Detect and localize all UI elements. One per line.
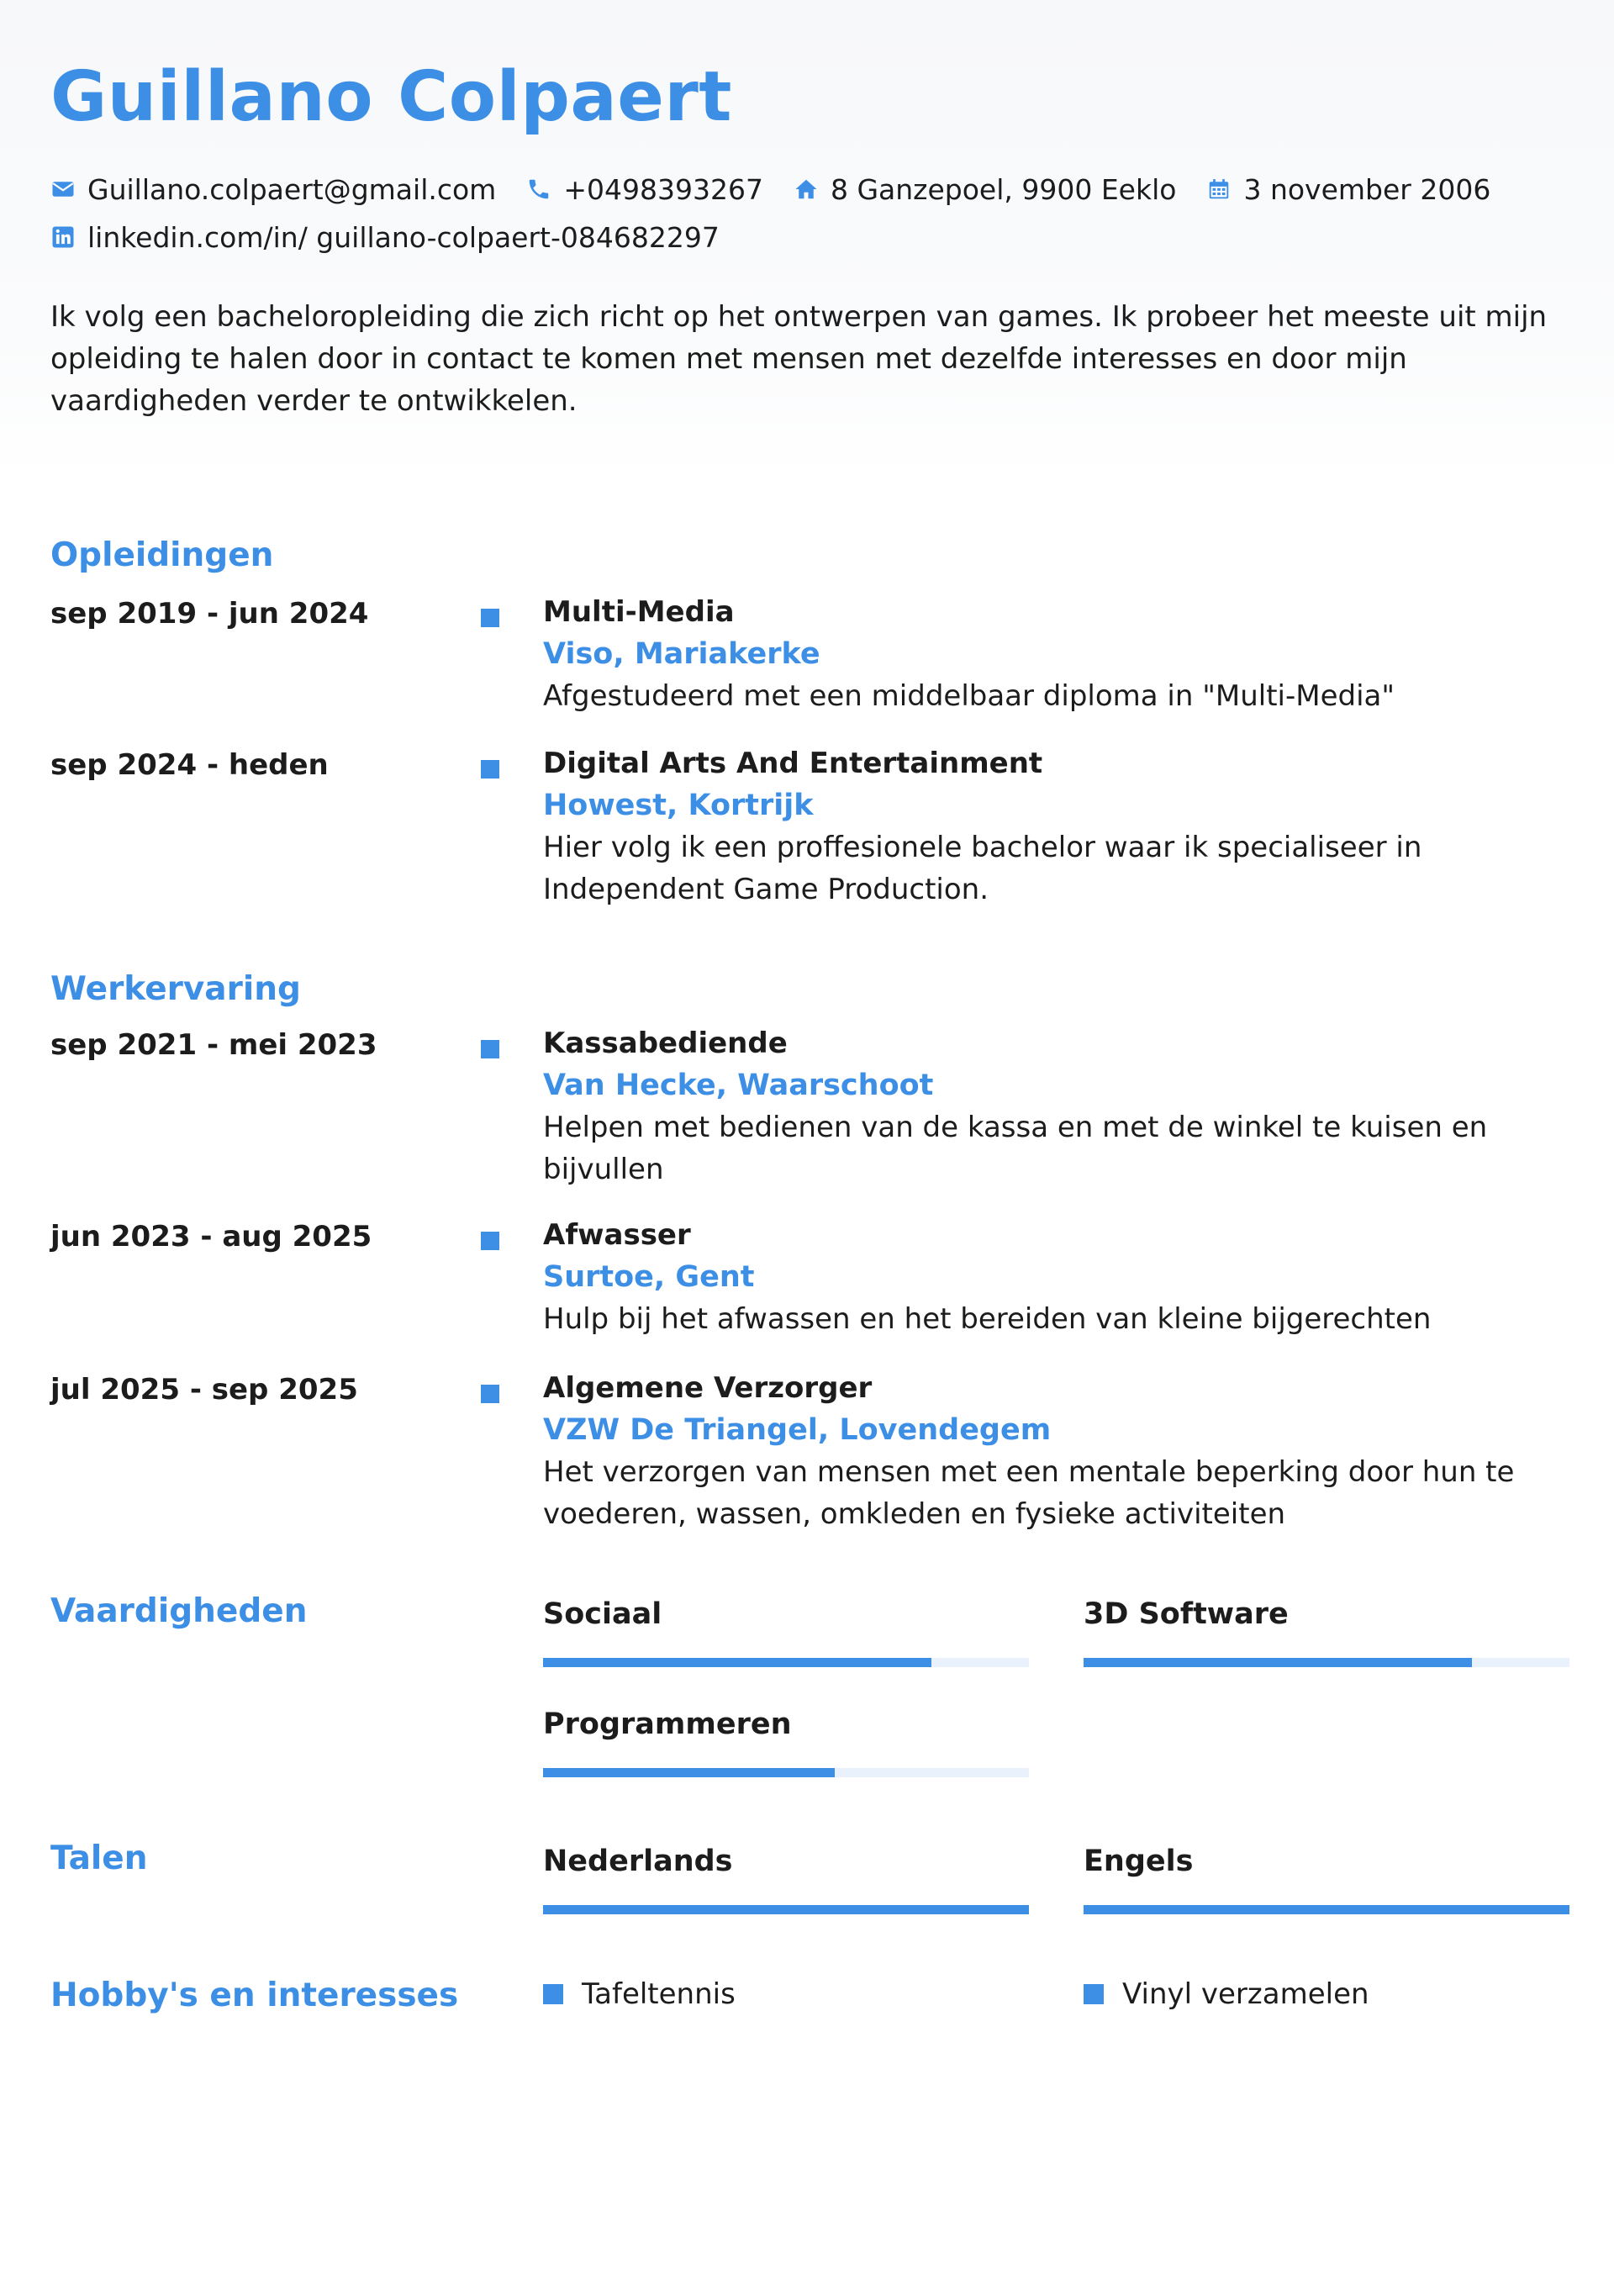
- section-title-hobbies: Hobby's en interesses: [50, 1977, 459, 2014]
- entry-body: [543, 597, 1577, 717]
- header: [0, 0, 1614, 479]
- skill-bar-track: [1084, 1658, 1569, 1667]
- bullet-marker: [481, 609, 499, 627]
- home-icon: [794, 177, 819, 202]
- entry-title: Kassabediende: [543, 1027, 788, 1060]
- skill-bar-track: [543, 1768, 1029, 1777]
- email-text: Guillano.colpaert@gmail.com: [87, 172, 497, 206]
- entry-desc: Het verzorgen van mensen met een mentale beperking door hun te voederen, wassen, omkleden en fysieke activiteiten: [543, 1455, 1515, 1531]
- skill-bar-fill: [543, 1658, 931, 1667]
- phone-icon: [526, 177, 551, 202]
- entry-body: [543, 1220, 1577, 1340]
- contact-birthdate: [1206, 173, 1490, 206]
- skill-label: 3D Software: [1084, 1597, 1289, 1631]
- skill-bar-fill: [543, 1768, 835, 1777]
- language-item: [543, 1841, 1029, 1882]
- contact-row: [50, 172, 1521, 206]
- entry-org: Van Hecke, Waarschoot: [543, 1069, 934, 1102]
- entry-title: Multi-Media: [543, 595, 735, 629]
- entry-org: VZW De Triangel, Lovendegem: [543, 1413, 1052, 1447]
- bullet-marker: [543, 1984, 563, 2004]
- language-label: Engels: [1084, 1845, 1194, 1878]
- entry-title: Algemene Verzorger: [543, 1371, 873, 1405]
- language-label: Nederlands: [543, 1845, 733, 1878]
- language-bar-track: [1084, 1905, 1569, 1914]
- contact-phone[interactable]: [526, 173, 763, 206]
- bullet-marker: [481, 1232, 499, 1250]
- contact-linkedin[interactable]: [50, 221, 720, 254]
- contact-email[interactable]: [50, 173, 496, 206]
- entry-date: sep 2019 - jun 2024: [50, 597, 369, 631]
- section-title-languages: Talen: [50, 1839, 148, 1877]
- entry-date: jul 2025 - sep 2025: [50, 1373, 358, 1407]
- contact-row-2: [50, 220, 750, 254]
- bullet-marker: [481, 1040, 499, 1058]
- contact-address: [794, 173, 1177, 206]
- entry-desc: Afgestudeerd met een middelbaar diploma in "Multi-Media": [543, 679, 1395, 713]
- calendar-icon: [1206, 177, 1232, 202]
- entry-body: [543, 1028, 1577, 1190]
- bullet-marker: [481, 760, 499, 779]
- entry-org: Howest, Kortrijk: [543, 789, 814, 822]
- section-title-education: Opleidingen: [50, 536, 274, 574]
- entry-date: sep 2024 - heden: [50, 748, 329, 782]
- birthdate-text: 3 november 2006: [1243, 172, 1491, 206]
- section-title-skills: Vaardigheden: [50, 1592, 308, 1630]
- envelope-icon: [50, 177, 76, 202]
- skill-item: [543, 1704, 1029, 1744]
- skill-item: [1084, 1594, 1569, 1634]
- hobby-item: [1084, 1977, 1369, 2011]
- bullet-marker: [1084, 1984, 1104, 2004]
- entry-body: [543, 1373, 1577, 1535]
- entry-org: Viso, Mariakerke: [543, 637, 820, 671]
- entry-desc: Hier volg ik een proffesionele bachelor waar ik specialiseer in Independent Game Production.: [543, 831, 1422, 906]
- section-title-experience: Werkervaring: [50, 970, 301, 1008]
- entry-title: Afwasser: [543, 1218, 691, 1252]
- entry-title: Digital Arts And Entertainment: [543, 747, 1043, 780]
- entry-desc: Helpen met bedienen van de kassa en met de winkel te kuisen en bijvullen: [543, 1111, 1488, 1186]
- language-bar-fill: [1084, 1905, 1569, 1914]
- address-text: 8 Ganzepoel, 9900 Eeklo: [830, 172, 1177, 206]
- language-bar-fill: [543, 1905, 1029, 1914]
- skill-bar-fill: [1084, 1658, 1472, 1667]
- entry-date: jun 2023 - aug 2025: [50, 1220, 372, 1254]
- linkedin-text: linkedin.com/in/ guillano-colpaert-084682297: [87, 220, 720, 254]
- language-bar-track: [543, 1905, 1029, 1914]
- hobby-item: [543, 1977, 736, 2011]
- entry-date: sep 2021 - mei 2023: [50, 1028, 377, 1062]
- skill-item: [543, 1594, 1029, 1634]
- phone-text: +0498393267: [563, 172, 763, 206]
- linkedin-icon: [50, 224, 76, 250]
- skill-bar-track: [543, 1658, 1029, 1667]
- entry-body: [543, 748, 1577, 910]
- entry-desc: Hulp bij het afwassen en het bereiden van kleine bijgerechten: [543, 1302, 1432, 1336]
- bullet-marker: [481, 1385, 499, 1403]
- hobby-label: Tafeltennis: [582, 1977, 736, 2011]
- skill-label: Programmeren: [543, 1707, 792, 1741]
- language-item: [1084, 1841, 1569, 1882]
- skill-label: Sociaal: [543, 1597, 662, 1631]
- entry-org: Surtoe, Gent: [543, 1260, 755, 1294]
- hobby-label: Vinyl verzamelen: [1122, 1977, 1369, 2011]
- profile-summary: Ik volg een bacheloropleiding die zich richt op het ontwerpen van games. Ik probeer het meeste uit mijn opleiding te halen door in contact te komen met mensen met dezelfde interesses en door mijn vaardigheden verder te ontwikkelen.: [50, 300, 1548, 418]
- candidate-name: Guillano Colpaert: [50, 57, 733, 137]
